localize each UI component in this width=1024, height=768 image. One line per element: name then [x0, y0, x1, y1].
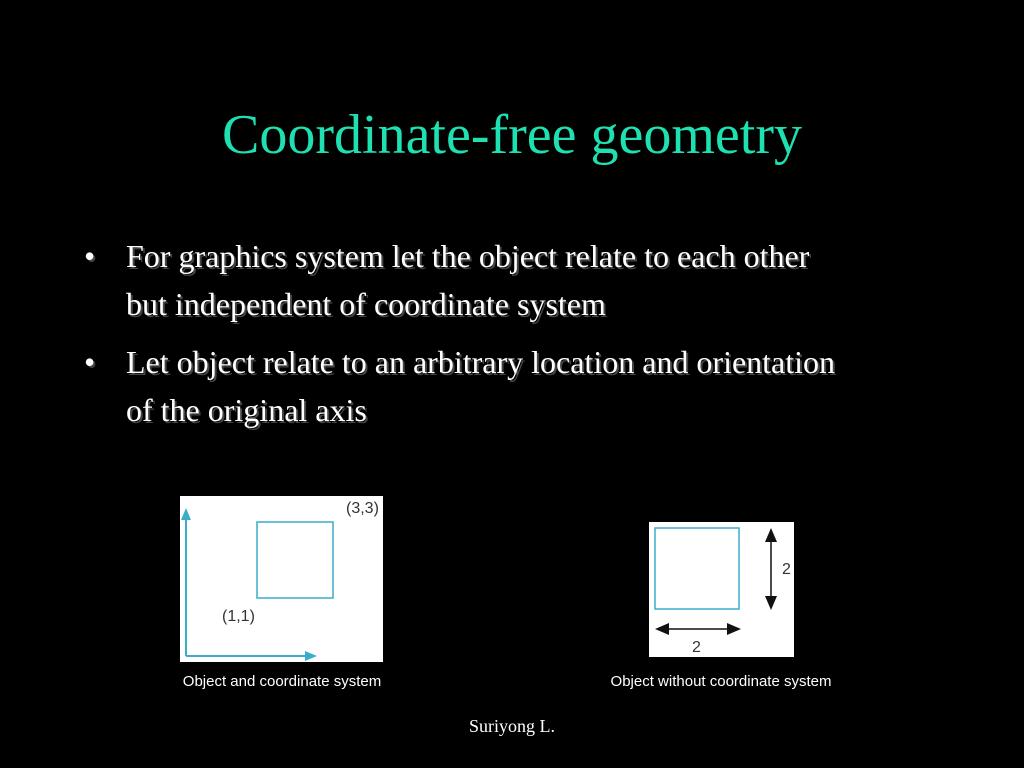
caption-left: Object and coordinate system: [182, 673, 382, 690]
arrow-left-icon: [655, 623, 669, 635]
bullet-marker: •: [84, 238, 96, 274]
label-top-right: (3,3): [346, 500, 379, 517]
bullet-item: [84, 338, 844, 434]
bullet-text: For graphics system let the object relate to each other but independent of coordinate system: [126, 238, 810, 322]
axes: [181, 508, 317, 661]
label-width: 2: [692, 639, 701, 656]
label-height: 2: [782, 561, 791, 578]
arrow-up-icon: [765, 528, 777, 542]
bullet-text: Let object relate to an arbitrary location and orientation of the original axis: [126, 344, 836, 428]
arrow-right-icon: [727, 623, 741, 635]
y-axis-arrow-icon: [181, 508, 191, 520]
x-axis-arrow-icon: [305, 651, 317, 661]
label-bottom-left: (1,1): [222, 608, 255, 625]
caption-right: Object without coordinate system: [610, 673, 832, 690]
square-object: [655, 528, 739, 609]
footer-author: Suriyong L.: [468, 716, 555, 736]
bullet-marker: •: [84, 344, 96, 380]
figure-object-without-axes: [649, 522, 794, 657]
square-object: [257, 522, 333, 598]
width-dimension: [655, 623, 741, 635]
height-dimension: [765, 528, 777, 610]
figure-object-with-axes: [180, 496, 383, 662]
bullet-item: [84, 232, 844, 328]
arrow-down-icon: [765, 596, 777, 610]
slide-title: Coordinate-free geometry: [222, 104, 802, 166]
bullet-list: [84, 232, 844, 444]
